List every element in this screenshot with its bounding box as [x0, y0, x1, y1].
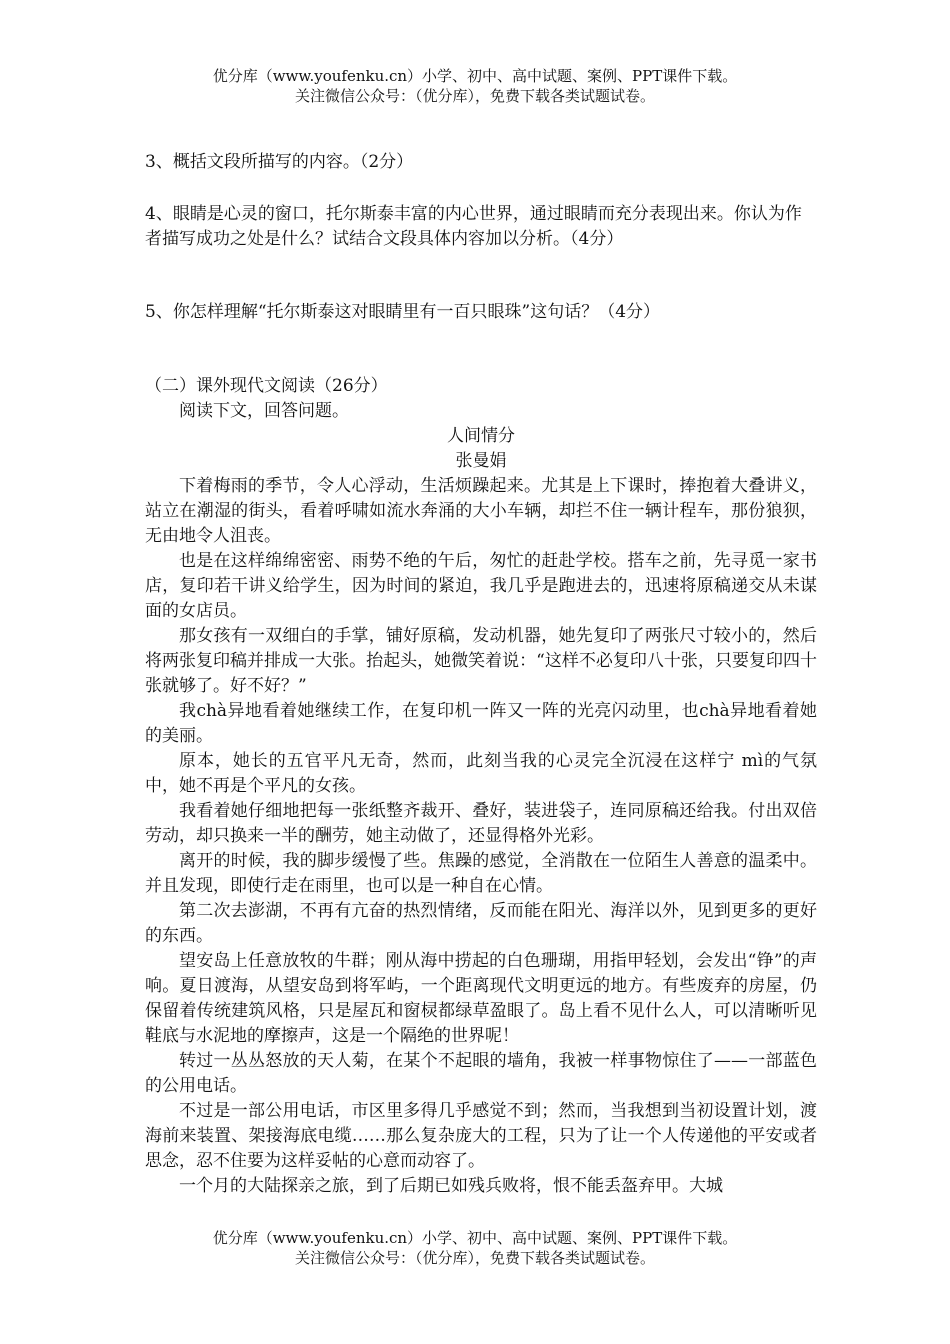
paragraph: 不过是一部公用电话，市区里多得几乎感觉不到；然而，当我想到当初设置计划，渡海前来装置、架接海底电缆……那么复杂庞大的工程，只为了让一个人传递他的平安或者思念，忍不住要为这样妥帖的心意而动容了。: [145, 1101, 817, 1171]
paragraph: 第二次去澎湖，不再有亢奋的热烈情绪，反而能在阳光、海洋以外，见到更多的更好的东西。: [145, 901, 817, 946]
question-5: 5、你怎样理解“托尔斯泰这对眼睛里有一百只眼珠”这句话？（4分）: [145, 302, 661, 322]
footer-line-2: 关注微信公众号：（优分库），免费下载各类试题试卷。: [294, 1249, 655, 1267]
paragraph: 一个月的大陆探亲之旅，到了后期已如残兵败将，恨不能丢盔弃甲。大城: [179, 1176, 723, 1196]
section-instruction: 阅读下文，回答问题。: [179, 401, 349, 421]
article-author: 张曼娟: [455, 451, 507, 471]
paragraph: 望安岛上任意放牧的牛群；刚从海中捞起的白色珊瑚，用指甲轻划，会发出“铮”的声响。夏日渡海，从望安岛到将军屿，一个距离现代文明更远的地方。有些废弃的房屋，仍保留着传统建筑风格，只是屋瓦和窗棂都绿草盈眼了。岛上看不见什么人，可以清晰听见鞋底与水泥地的摩擦声，这是一个隔绝的世界呢！: [145, 951, 817, 1046]
paragraph: 我看着她仔细地把每一张纸整齐裁开、叠好，装进袋子，连同原稿还给我。付出双倍劳动，却只换来一半的酬劳，她主动做了，还显得格外光彩。: [145, 801, 817, 846]
paragraph: 转过一丛丛怒放的天人菊，在某个不起眼的墙角，我被一样事物惊住了——一部蓝色的公用电话。: [145, 1051, 817, 1096]
footer-line-1: 优分库（www.youfenku.cn）小学、初中、高中试题、案例、PPT课件下载。: [212, 1229, 738, 1247]
page-footer: [0, 1228, 950, 1268]
paragraph: 那女孩有一双细白的手掌，铺好原稿，发动机器，她先复印了两张尺寸较小的，然后将两张复印稿并排成一大张。抬起头，她微笑着说：“这样不必复印八十张，只要复印四十张就够了。好不好？”: [145, 626, 817, 696]
section-heading: （二）课外现代文阅读（26分）: [145, 376, 388, 396]
paragraph: 我chà异地看着她继续工作，在复印机一阵又一阵的光亮闪动里，也chà异地看着她的美丽。: [145, 701, 817, 746]
question-3: 3、概括文段所描写的内容。（2分）: [145, 152, 414, 172]
reading-section: [145, 374, 817, 1199]
header-line-1: 优分库（www.youfenku.cn）小学、初中、高中试题、案例、PPT课件下载。: [212, 67, 738, 85]
paragraph: 离开的时候，我的脚步缓慢了些。焦躁的感觉，全消散在一位陌生人善意的温柔中。并且发现，即使行走在雨里，也可以是一种自在心情。: [145, 851, 817, 896]
page-header: [0, 66, 950, 106]
header-line-2: 关注微信公众号：（优分库），免费下载各类试题试卷。: [294, 87, 655, 105]
article-title: 人间情分: [447, 426, 515, 446]
paragraph: 原本，她长的五官平凡无奇，然而，此刻当我的心灵完全沉浸在这样宁 mì的气氛中，她不再是个平凡的女孩。: [145, 751, 817, 796]
paragraph: 下着梅雨的季节，令人心浮动，生活烦躁起来。尤其是上下课时，捧抱着大叠讲义，站立在潮湿的街头，看着呼啸如流水奔涌的大小车辆，却拦不住一辆计程车，那份狼狈，无由地令人沮丧。: [145, 476, 817, 546]
paragraph: 也是在这样绵绵密密、雨势不绝的午后，匆忙的赶赴学校。搭车之前，先寻觅一家书店，复印若干讲义给学生，因为时间的紧迫，我几乎是跑进去的，迅速将原稿递交从未谋面的女店员。: [145, 551, 817, 621]
question-4: 4、眼睛是心灵的窗口，托尔斯泰丰富的内心世界，通过眼睛而充分表现出来。你认为作者描写成功之处是什么？试结合文段具体内容加以分析。（4分）: [145, 204, 802, 249]
